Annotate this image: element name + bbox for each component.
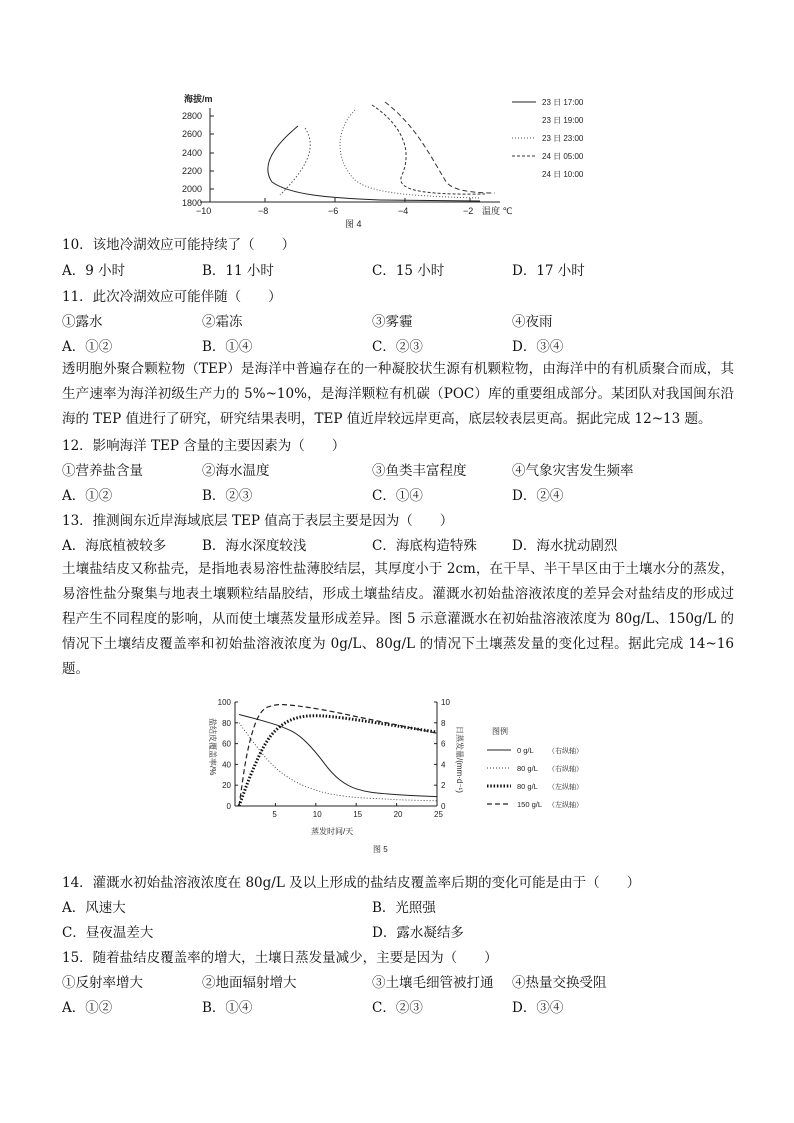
q13-stem: 13．推测闽东近岸海域底层 TEP 值高于表层主要是因为（ ） xyxy=(62,513,454,529)
fig4-xtick: −8 xyxy=(258,206,269,216)
fig4-legend-entry: 24 日 05:00 xyxy=(542,152,584,161)
q12-stem: 12．影响海洋 TEP 含量的主要因素为（ ） xyxy=(62,438,346,454)
fig5-left-axis-label: 盐结皮覆盖率/% xyxy=(208,718,217,776)
q11-option-b[interactable]: B．①④ xyxy=(202,339,253,355)
q12-statement-1: ①营养盐含量 xyxy=(62,463,143,479)
q11-statement-2: ②霜冻 xyxy=(202,314,243,330)
q11-option-a[interactable]: A．①② xyxy=(62,339,113,355)
q11-option-c[interactable]: C．②③ xyxy=(372,339,423,355)
q13-option-a[interactable]: A．海底植被较多 xyxy=(62,538,167,554)
fig4-ytick: 2000 xyxy=(182,184,203,194)
fig5-right-axis-label: 日蒸发量/(mm·d⁻¹) xyxy=(455,726,464,793)
tep-intro-paragraph: 透明胞外聚合颗粒物（TEP）是海洋中普遍存在的一种凝胶状生源有机颗粒物，由海洋中的有机质聚合而成，其生产速率为海洋初级生产力的 5%~10%，是海洋颗粒有机碳（POC）库的重要组成部分。某团队对我国闽东沿海的 TEP 值进行了研究，研究结果表明，TEP 值近岸较远岸更高，底层较表层更高。据此完成 12~13 题。 xyxy=(62,361,734,427)
fig5-legend-label: 150 g/L xyxy=(517,800,543,809)
fig5-legend-axis: （左纵轴） xyxy=(548,802,583,809)
fig5-right-tick-label: 10 xyxy=(441,698,450,707)
fig4-curve-23-17 xyxy=(268,126,480,201)
q15-statement-1: ①反射率增大 xyxy=(62,975,143,991)
fig5-right-tick-label: 2 xyxy=(441,781,446,791)
q14-option-d[interactable]: D．露水凝结多 xyxy=(372,925,464,941)
fig4-legend-entry: 23 日 19:00 xyxy=(542,116,584,125)
fig5-x-axis-label: 蒸发时间/天 xyxy=(311,827,354,836)
fig4-y-ticks xyxy=(182,111,202,208)
fig4-ytick: 1800 xyxy=(182,198,203,208)
fig5-left-tick-label: 40 xyxy=(222,760,231,770)
q10-option-c[interactable]: C．15 小时 xyxy=(372,263,445,279)
fig4-ytick: 2800 xyxy=(182,111,203,121)
q14-option-a[interactable]: A．风速大 xyxy=(62,900,126,916)
fig4-xtick: −10 xyxy=(196,206,212,216)
q11-statement-4: ④夜雨 xyxy=(512,314,553,330)
fig4-y-axis-label: 海拔/m xyxy=(184,94,213,104)
fig5-x-tick-label: 25 xyxy=(434,810,443,819)
fig5-right-tick-label: 4 xyxy=(441,760,446,770)
fig5-right-tick-label: 0 xyxy=(441,802,446,811)
fig5-left-tick-label: 60 xyxy=(222,739,231,749)
fig5-right-tick-label: 6 xyxy=(441,739,446,749)
salt-crust-intro-paragraph: 土壤盐结皮又称盐壳，是指地表易溶性盐薄胶结层，其厚度小于 2cm，在干旱、半干旱区由于土壤水分的蒸发，易溶性盐分聚集与地表土壤颗粒结晶胶结，形成土壤盐结皮。灌溉水初始盐溶液浓度的差异会对盐结皮的形成过程产生不同程度的影响，从而使土壤蒸发量形成差异。图 5 示意灌溉水在初始盐溶液浓度为 80g/L、150g/L 的情况下土壤结皮覆盖率和初始盐溶液浓度为 0g/L、80g/L 的情况下土壤蒸发量的变化过程。据此完成 14~16 题。 xyxy=(62,561,734,677)
fig4-x-axis-label: 温度 ℃ xyxy=(482,206,513,216)
fig4-curve-24-05 xyxy=(372,105,485,194)
fig5-series-line-1 xyxy=(239,723,437,801)
q15-option-d[interactable]: D．③④ xyxy=(512,1000,564,1016)
q10-option-b[interactable]: B．11 小时 xyxy=(202,263,274,279)
fig5-x-tick-label: 20 xyxy=(393,810,403,819)
figure-4 xyxy=(180,90,600,230)
q12-option-c[interactable]: C．①④ xyxy=(372,488,423,504)
fig4-xtick: −2 xyxy=(463,206,474,216)
q12-statement-4: ④气象灾害发生频率 xyxy=(512,463,634,479)
q13-option-d[interactable]: D．海水扰动剧烈 xyxy=(512,538,618,554)
fig5-left-tick-label: 100 xyxy=(217,698,231,707)
fig4-ytick: 2400 xyxy=(182,148,203,158)
q14-stem: 14．灌溉水初始盐溶液浓度在 80g/L 及以上形成的盐结皮覆盖率后期的变化可能是由于（ ） xyxy=(62,875,641,891)
q12-option-a[interactable]: A．①② xyxy=(62,488,113,504)
q14-option-b[interactable]: B．光照强 xyxy=(372,900,436,916)
fig4-curve-24-10 xyxy=(385,102,495,193)
q13-option-b[interactable]: B．海水深度较浅 xyxy=(202,538,307,554)
fig4-curve-23-23 xyxy=(340,110,480,198)
fig4-ytick: 2200 xyxy=(182,166,203,176)
figure-5-chart xyxy=(195,688,595,860)
fig4-xtick: −4 xyxy=(398,206,409,216)
fig5-legend-title: 图例 xyxy=(492,727,508,736)
fig5-x-tick-label: 5 xyxy=(272,810,277,819)
fig5-legend-label: 80 g/L xyxy=(517,782,538,791)
fig4-legend-entry: 23 日 17:00 xyxy=(542,98,584,107)
fig5-legend-axis: （左纵轴） xyxy=(548,784,583,791)
fig5-series-line-3 xyxy=(239,705,437,806)
fig5-x-tick-label: 10 xyxy=(312,810,322,819)
q12-option-d[interactable]: D．②④ xyxy=(512,488,564,504)
q12-statement-3: ③鱼类丰富程度 xyxy=(372,463,467,479)
q12-option-b[interactable]: B．②③ xyxy=(202,488,253,504)
fig5-left-tick-label: 80 xyxy=(222,718,231,728)
fig5-series-line-0 xyxy=(239,715,437,797)
q15-stem: 15．随着盐结皮覆盖率的增大，土壤日蒸发量减少，主要是因为（ ） xyxy=(62,950,498,966)
fig5-caption: 图 5 xyxy=(373,845,388,854)
q11-statement-3: ③雾霾 xyxy=(372,314,413,330)
q15-option-a[interactable]: A．①② xyxy=(62,1000,113,1016)
fig5-legend-axis: （右纵轴） xyxy=(548,748,583,755)
fig5-x-tick-label: 15 xyxy=(353,810,363,819)
q12-statement-2: ②海水温度 xyxy=(202,463,270,479)
q15-option-c[interactable]: C．②③ xyxy=(372,1000,423,1016)
q10-stem: 10．该地冷湖效应可能持续了（ ） xyxy=(62,237,296,253)
q11-option-d[interactable]: D．③④ xyxy=(512,339,564,355)
fig5-legend-axis: （右纵轴） xyxy=(548,766,583,773)
fig4-xtick: −6 xyxy=(328,206,339,216)
q14-option-c[interactable]: C．昼夜温差大 xyxy=(62,925,154,941)
q11-statement-1: ①露水 xyxy=(62,314,103,330)
q10-option-a[interactable]: A．9 小时 xyxy=(62,263,126,279)
fig4-ytick: 2600 xyxy=(182,129,203,139)
fig5-legend-label: 80 g/L xyxy=(517,764,538,773)
fig5-legend-label: 0 g/L xyxy=(517,746,534,755)
fig4-caption: 图 4 xyxy=(345,219,362,229)
fig4-legend-entry: 23 日 23:00 xyxy=(542,134,584,143)
fig4-legend-entry: 24 日 10:00 xyxy=(542,170,584,179)
q15-statement-4: ④热量交换受阻 xyxy=(512,975,607,991)
q15-statement-2: ②地面辐射增大 xyxy=(202,975,297,991)
fig5-right-tick-label: 8 xyxy=(441,718,446,728)
q10-option-d[interactable]: D．17 小时 xyxy=(512,263,585,279)
q15-option-b[interactable]: B．①④ xyxy=(202,1000,253,1016)
fig5-left-tick-label: 0 xyxy=(226,802,231,811)
q11-stem: 11．此次冷湖效应可能伴随（ ） xyxy=(62,289,282,305)
q13-option-c[interactable]: C．海底构造特殊 xyxy=(372,538,477,554)
fig5-left-tick-label: 20 xyxy=(222,781,231,791)
q15-statement-3: ③土壤毛细管被打通 xyxy=(372,975,494,991)
